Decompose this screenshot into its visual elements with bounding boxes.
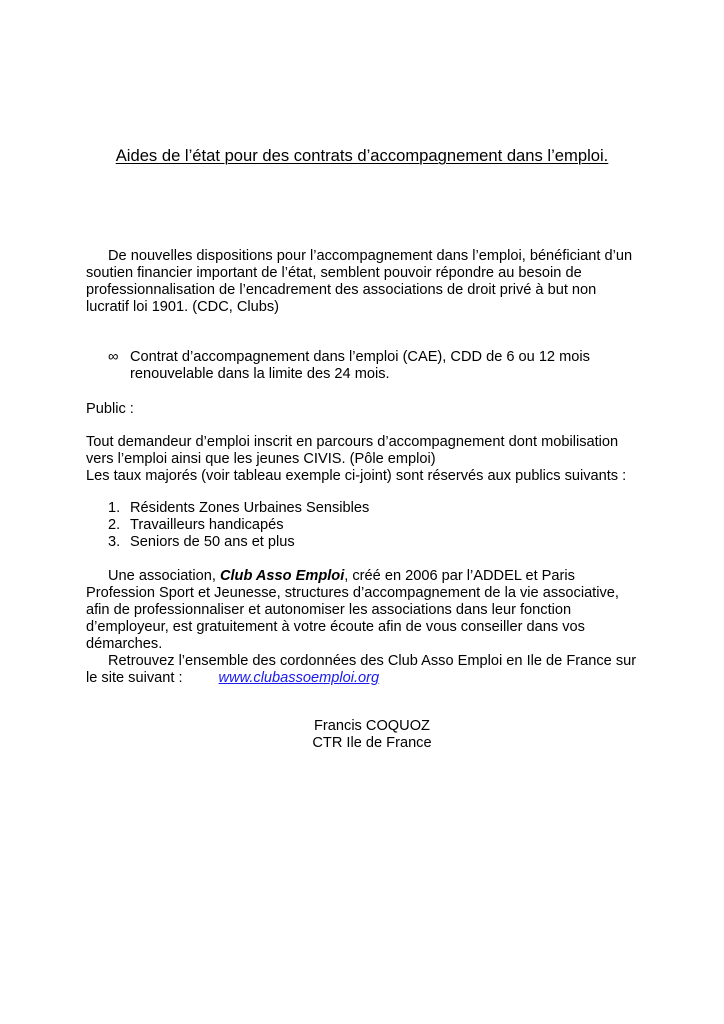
intro-paragraph bbox=[86, 248, 642, 316]
list-number: 3. bbox=[108, 534, 121, 550]
signature-role: CTR Ile de France bbox=[312, 735, 432, 751]
infinity-bullet-icon: ∞ bbox=[108, 349, 119, 365]
public-label: Public : bbox=[86, 401, 134, 417]
list-text: Résidents Zones Urbaines Sensibles bbox=[130, 500, 370, 516]
numbered-list bbox=[108, 500, 608, 551]
signature-block bbox=[0, 718, 724, 752]
association-line bbox=[86, 568, 642, 585]
list-item bbox=[108, 534, 608, 551]
association-line: démarches. bbox=[86, 636, 163, 652]
signature-name: Francis COQUOZ bbox=[314, 718, 430, 734]
retrouvez-line: Retrouvez l’ensemble des cordonnées des Club Asso Emploi en Ile de France sur bbox=[108, 653, 637, 669]
association-name: Club Asso Emploi bbox=[219, 568, 345, 584]
document-title: Aides de l’état pour des contrats d’accompagnement dans l’emploi. bbox=[115, 146, 609, 165]
list-number: 2. bbox=[108, 517, 121, 533]
list-item bbox=[108, 517, 608, 534]
bullet-line: Contrat d’accompagnement dans l’emploi (CAE), CDD de 6 ou 12 mois bbox=[130, 349, 590, 365]
public-line: Les taux majorés (voir tableau exemple ci-joint) sont réservés aux publics suivants : bbox=[86, 468, 627, 484]
intro-line: lucratif loi 1901. (CDC, Clubs) bbox=[86, 299, 280, 315]
association-line: Profession Sport et Jeunesse, structures d’accompagnement de la vie associative, bbox=[86, 585, 619, 601]
retrouvez-line bbox=[86, 670, 642, 687]
site-label: le site suivant : bbox=[86, 670, 183, 686]
association-line1-rest: , créé en 2006 par l’ADDEL et Paris bbox=[344, 568, 575, 584]
list-item bbox=[108, 500, 608, 517]
association-prefix: Une association, bbox=[108, 568, 220, 584]
association-paragraph bbox=[86, 568, 642, 687]
bullet-text bbox=[130, 349, 630, 383]
website-link[interactable]: www.clubassoemploi.org bbox=[218, 670, 380, 686]
public-paragraph bbox=[86, 434, 642, 485]
association-line: d’employeur, est gratuitement à votre écoute afin de vous conseiller dans vos bbox=[86, 619, 585, 635]
intro-line: De nouvelles dispositions pour l’accompagnement dans l’emploi, bénéficiant d’un bbox=[108, 248, 633, 264]
association-line: afin de professionnaliser et autonomiser les associations dans leur fonction bbox=[86, 602, 572, 618]
list-number: 1. bbox=[108, 500, 121, 516]
list-text: Seniors de 50 ans et plus bbox=[130, 534, 295, 550]
public-line: vers l’emploi ainsi que les jeunes CIVIS. (Pôle emploi) bbox=[86, 451, 436, 467]
bullet-line: renouvelable dans la limite des 24 mois. bbox=[130, 366, 390, 382]
intro-line: soutien financier important de l’état, semblent pouvoir répondre au besoin de bbox=[86, 265, 582, 281]
intro-line: professionnalisation de l’encadrement des associations de droit privé à but non bbox=[86, 282, 597, 298]
public-line: Tout demandeur d’emploi inscrit en parcours d’accompagnement dont mobilisation bbox=[86, 434, 619, 450]
list-text: Travailleurs handicapés bbox=[130, 517, 284, 533]
